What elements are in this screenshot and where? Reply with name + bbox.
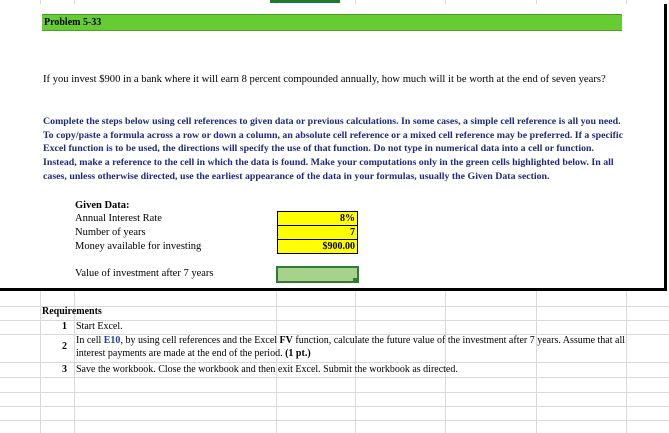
requirement-text: Start Excel. bbox=[76, 321, 123, 332]
number-of-years-label: Number of years bbox=[75, 227, 146, 238]
question-text: If you invest $900 in a bank where it will earn 8 percent compounded annually, how much will it be worth at the end of seven years? bbox=[43, 74, 606, 85]
number-of-years-cell[interactable]: 7 bbox=[277, 225, 358, 240]
requirement-text: Save the workbook. Close the workbook and then exit Excel. Submit the workbook as directed. bbox=[76, 364, 458, 375]
requirement-text-part: In cell bbox=[76, 335, 104, 346]
cell-reference: E10 bbox=[103, 335, 121, 346]
points-label: (1 pt.) bbox=[285, 347, 311, 359]
problem-title: Problem 5-33 bbox=[44, 17, 102, 28]
money-available-label: Money available for investing bbox=[75, 241, 202, 252]
fill-handle[interactable] bbox=[353, 278, 357, 282]
requirement-number: 2 bbox=[62, 341, 67, 352]
investment-value-label: Value of investment after 7 years bbox=[75, 268, 214, 279]
given-data-header: Given Data: bbox=[75, 200, 130, 211]
requirement-text bbox=[76, 335, 631, 360]
instructions-text: Complete the steps below using cell references to given data or previous calculations. In some cases, a simple cell reference is all you need. To copy/paste a formula across a row or down a column, an absolute cell reference or a mixed cell reference may be preferred. If a specific Excel function is to be used, the directions will specify the use of that function. Do not type in numerical data into a cell or function. Instead, make a reference to the cell in which the data is found. Make your computations only in the green cells highlighted below. In all cases, unless otherwise directed, use the earliest appearance of the data in your formulas, usually the Given Data section. bbox=[43, 116, 624, 182]
interest-rate-label: Annual Interest Rate bbox=[75, 213, 162, 224]
problem-title-bar bbox=[42, 14, 622, 31]
requirement-number: 3 bbox=[62, 364, 67, 375]
requirement-text-part: , by using cell references and the Excel bbox=[120, 335, 280, 346]
selection-accent bbox=[270, 0, 340, 3]
requirement-number: 1 bbox=[62, 321, 67, 332]
problem-sheet bbox=[0, 4, 667, 291]
requirements-title: Requirements bbox=[42, 306, 102, 317]
function-name: FV bbox=[279, 335, 293, 346]
investment-value-cell[interactable] bbox=[276, 266, 359, 283]
interest-rate-cell[interactable]: 8% bbox=[277, 211, 358, 226]
money-available-cell[interactable]: $900.00 bbox=[277, 239, 358, 254]
requirement-text-part: function, calculate the future value of the investment after 7 years. Assume that all interest payments are made at the end of the period. bbox=[76, 335, 625, 359]
